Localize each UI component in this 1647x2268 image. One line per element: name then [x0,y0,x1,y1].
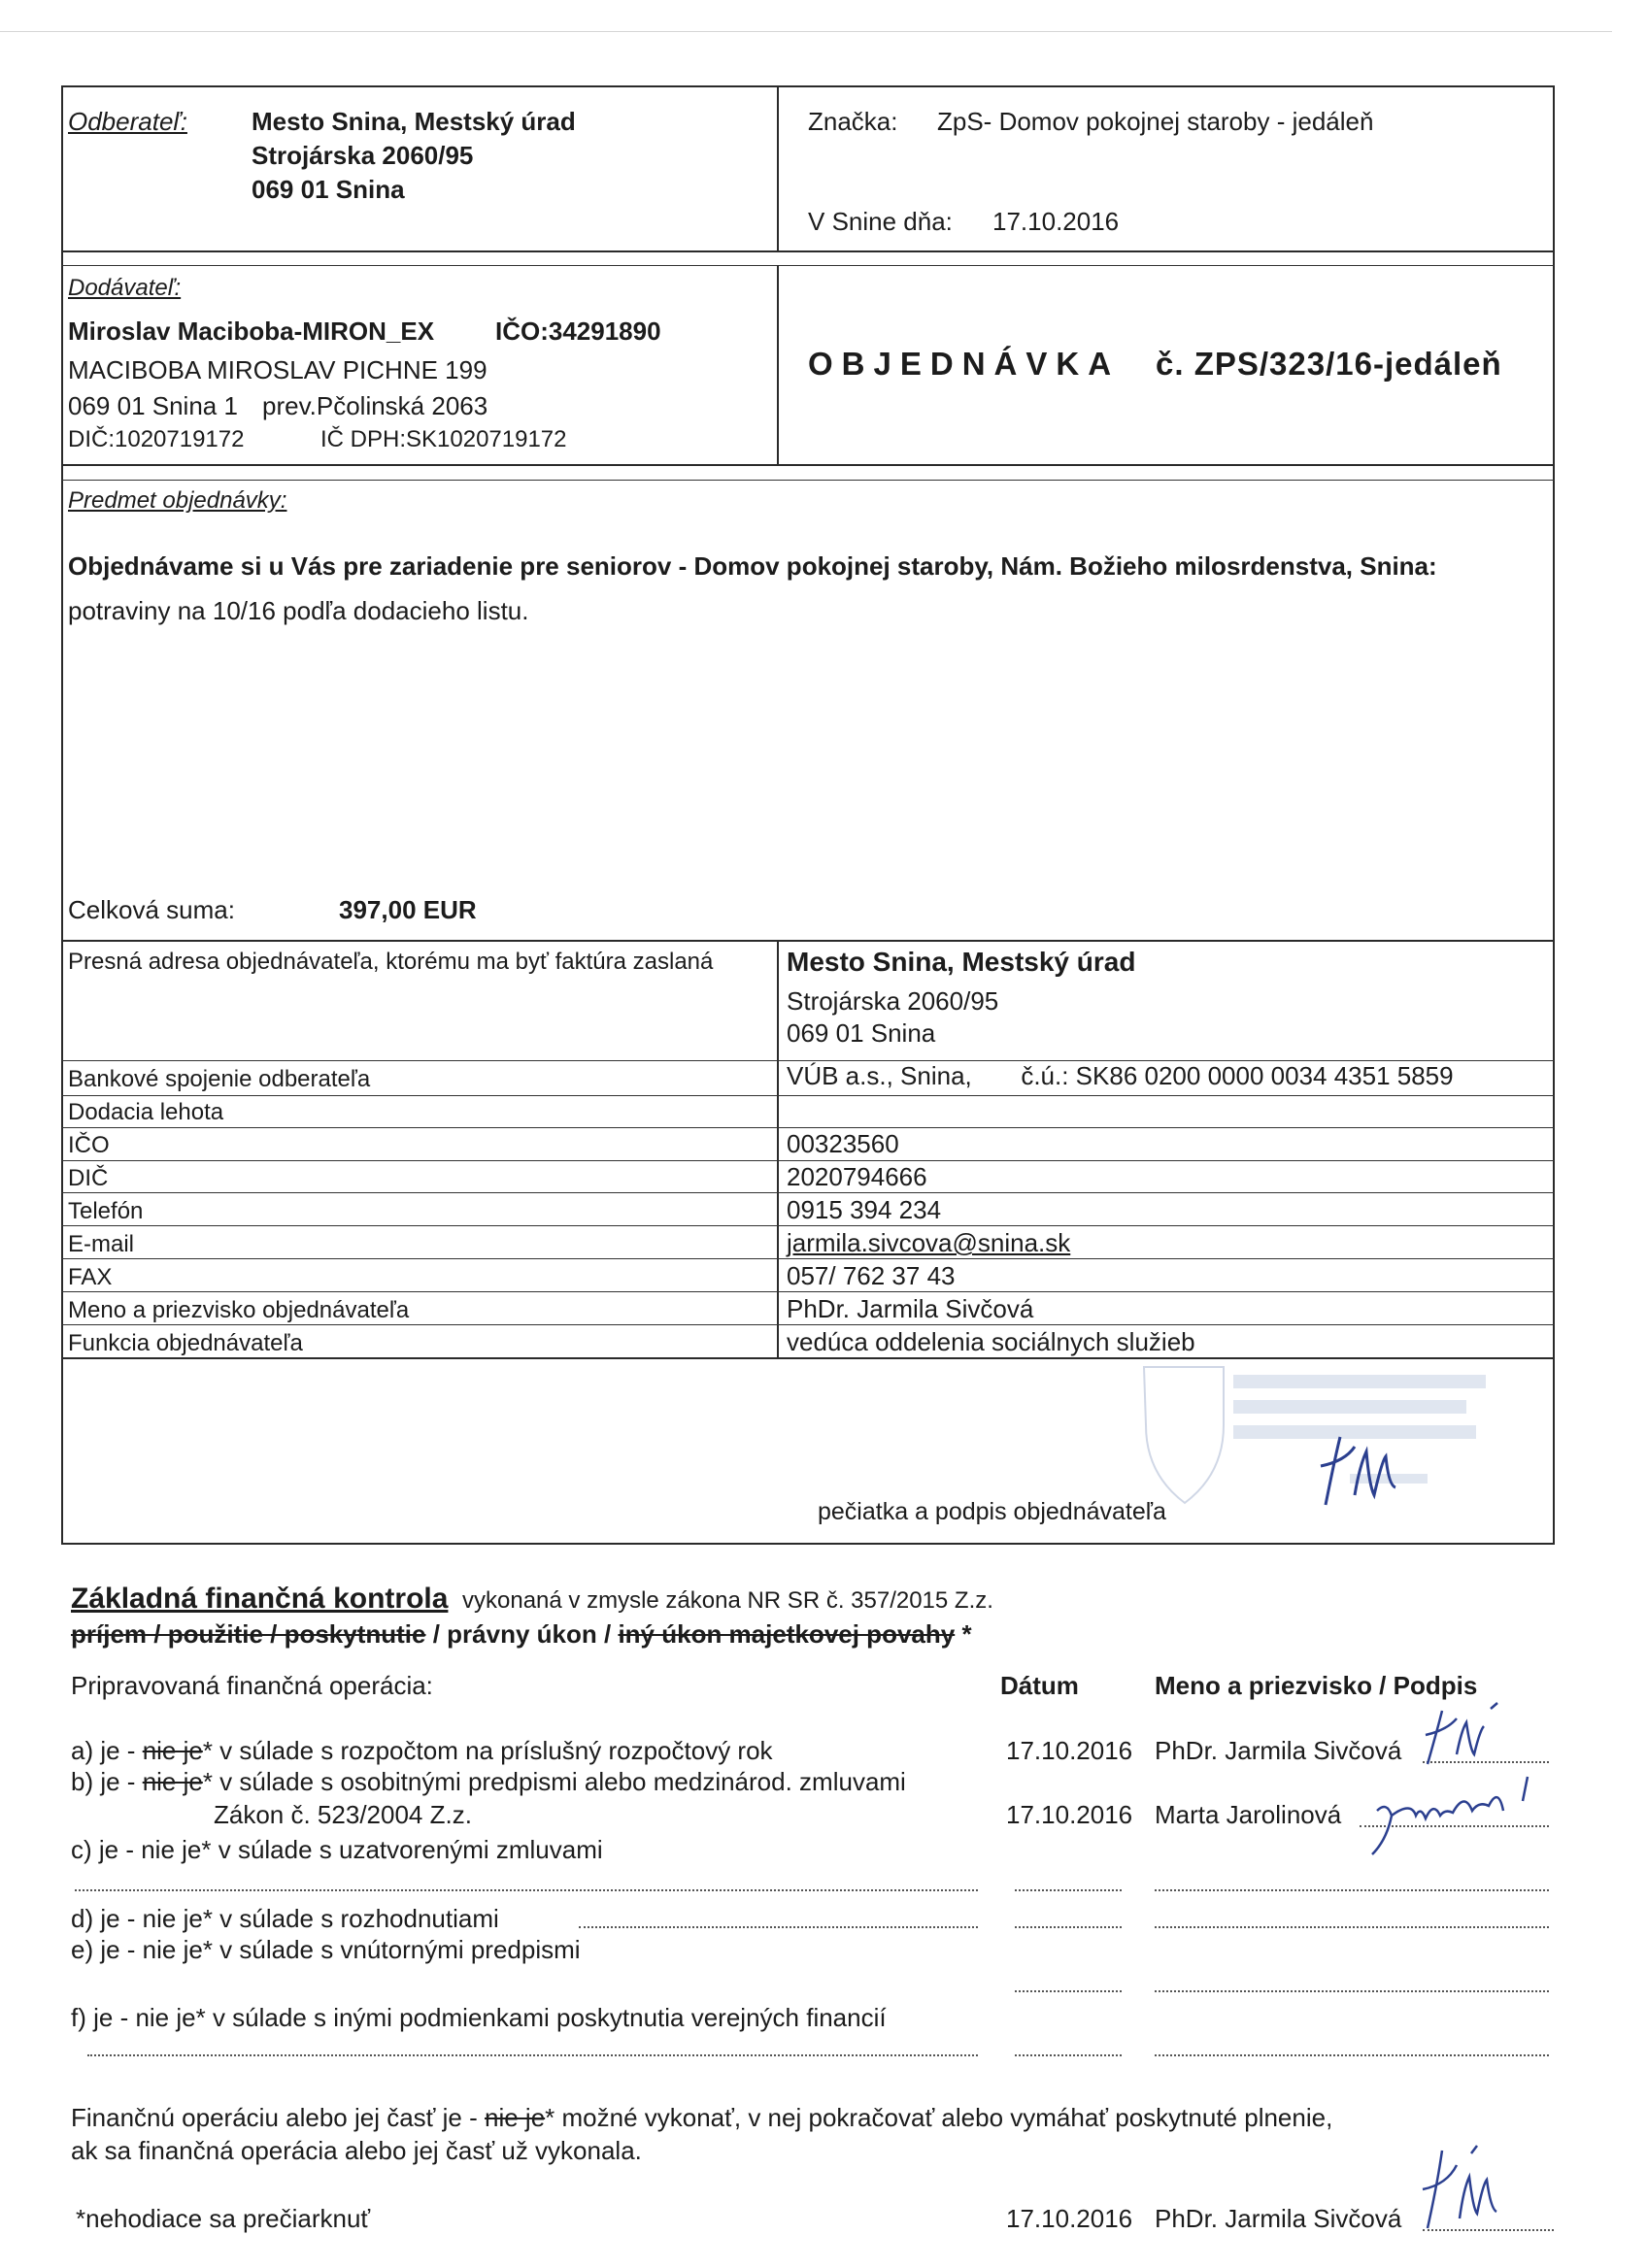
detail-label-name: Meno a priezvisko objednávateľa [68,1297,410,1323]
detail-value-email[interactable]: jarmila.sivcova@snina.sk [787,1228,1071,1257]
detail-value-ico: 00323560 [787,1129,899,1158]
supplier-icdph: IČ DPH:SK1020719172 [320,426,567,452]
row-line [61,1095,1555,1096]
struck-income-use: príjem / použitie / poskytnutie [71,1619,426,1649]
mark-value: ZpS- Domov pokojnej staroby - jedáleň [937,107,1374,136]
dotted-line [1155,1889,1549,1891]
control-title-rest: vykonaná v zmysle zákona NR SR č. 357/2015 Z.z. [462,1587,993,1614]
footnote: *nehodiace sa prečiarknuť [76,2204,371,2233]
divider-subject [61,940,1555,942]
control-line2 [71,1619,972,1649]
subject-line1: Objednávame si u Vás pre zariadenie pre seniorov - Domov pokojnej staroby, Nám. Božieho milosrdenstva, Snina: [68,551,1437,581]
check-a-date: 17.10.2016 [1006,1736,1133,1765]
dotted-line [1015,1889,1122,1891]
supplier-line2: MACIBOBA MIROSLAV PICHNE 199 [68,355,487,384]
check-a-name: PhDr. Jarmila Sivčová [1155,1736,1402,1765]
mark-label: Značka: [808,107,898,136]
check-b-pre: b) je - [71,1767,143,1796]
invoice-address-name: Mesto Snina, Mestský úrad [787,947,1136,977]
row-line [61,1225,1555,1226]
final-statement [71,2103,1332,2132]
row-line [61,1258,1555,1259]
dotted-line [87,2054,978,2056]
vdivider-header [777,85,779,250]
detail-value-dic: 2020794666 [787,1162,927,1191]
supplier-name: Miroslav Maciboba-MIRON_EX [68,317,435,346]
check-e: e) je - nie je* v súlade s vnútornými predpismi [71,1935,581,1964]
check-b-law: Zákon č. 523/2004 Z.z. [214,1800,472,1829]
customer-city: 069 01 Snina [252,175,405,204]
check-f: f) je - nie je* v súlade s inými podmienkami poskytnutia verejných financií [71,2003,887,2032]
detail-label-fax: FAX [68,1264,113,1290]
control-title: Základná finančná kontrola [71,1583,449,1615]
total-label: Celková suma: [68,895,235,924]
customer-label: Odberateľ: [68,107,187,136]
row-line [61,1160,1555,1161]
dotted-line [75,1889,978,1891]
supplier-ico: IČO:34291890 [495,317,661,346]
vdivider-details [777,940,779,1359]
divider-header [61,250,1555,252]
check-b [71,1767,906,1796]
order-number: č. ZPS/323/16-jedáleň [1156,346,1502,382]
signature-icon [1306,1418,1423,1515]
detail-label-phone: Telefón [68,1198,144,1224]
dotted-line [1155,1990,1549,1992]
subject-label: Predmet objednávky: [68,487,287,514]
check-d: d) je - nie je* v súlade s rozhodnutiami [71,1904,499,1933]
divider-supplier [61,464,1555,466]
signature-icon [1358,1772,1552,1859]
divider-supplier-2 [61,480,1555,481]
check-b-date: 17.10.2016 [1006,1800,1133,1829]
asterisk: * [955,1619,972,1649]
detail-value-bank: VÚB a.s., Snina, č.ú.: SK86 0200 0000 0034 4351 5859 [787,1061,1454,1090]
dotted-line [1155,1926,1549,1928]
final-statement-line2: ak sa finančná operácia alebo jej časť už vykonala. [71,2136,642,2165]
dotted-line [1015,2054,1122,2056]
check-a-pre: a) je - [71,1736,143,1765]
invoice-address-city: 069 01 Snina [787,1018,936,1048]
final-date: 17.10.2016 [1006,2204,1133,2233]
invoice-address-street: Strojárska 2060/95 [787,986,999,1016]
page-top-rule [0,31,1612,32]
dotted-line [579,1926,978,1928]
signature-icon [1418,1701,1505,1769]
check-b-text: * v súlade s osobitnými predpismi alebo medzinárod. zmluvami [202,1767,906,1796]
row-line [61,1192,1555,1193]
vdivider-supplier [777,265,779,464]
check-a-text: * v súlade s rozpočtom na príslušný rozpočtový rok [202,1736,773,1765]
supplier-dic: DIČ:1020719172 [68,426,245,452]
signature-icon [1413,2136,1520,2233]
detail-value-function: vedúca oddelenia sociálnych služieb [787,1327,1195,1356]
row-line [61,1127,1555,1128]
detail-label-function: Funkcia objednávateľa [68,1330,303,1356]
divider-header-2 [61,265,1555,266]
check-b-name: Marta Jarolinová [1155,1800,1342,1829]
date-value: 17.10.2016 [992,207,1120,236]
detail-label-email: E-mail [68,1231,135,1257]
invoice-address-label: Presná adresa objednávateľa, ktorému ma byť faktúra zaslaná [68,949,714,975]
row-line [61,1291,1555,1292]
detail-label-bank: Bankové spojenie odberateľa [68,1066,371,1092]
supplier-label: Dodávateľ: [68,275,182,301]
total-value: 397,00 EUR [339,895,477,924]
final-name: PhDr. Jarmila Sivčová [1155,2204,1402,2233]
prep-operation-label: Pripravovaná finančná operácia: [71,1671,433,1700]
detail-value-name: PhDr. Jarmila Sivčová [787,1294,1034,1323]
supplier-prev-address: prev.Pčolinská 2063 [262,391,488,420]
final-struck: nie je [485,2103,546,2132]
dotted-line [1155,2054,1549,2056]
column-date: Dátum [1000,1671,1079,1700]
struck-property-act: iný úkon majetkovej povahy [618,1619,956,1649]
detail-value-phone: 0915 394 234 [787,1195,942,1224]
order-form-frame [61,85,1555,1545]
final-text: * možné vykonať, v nej pokračovať alebo vymáhať poskytnuté plnenie, [545,2103,1333,2132]
supplier-city: 069 01 Snina 1 [68,391,238,420]
dotted-line [1015,1926,1122,1928]
check-a-struck: nie je [142,1736,203,1765]
order-title: OBJEDNÁVKA [808,346,1121,382]
final-pre: Finančnú operáciu alebo jej časť je - [71,2103,485,2132]
subject-line2: potraviny na 10/16 podľa dodacieho listu. [68,596,529,625]
column-name-signature: Meno a priezvisko / Podpis [1155,1671,1478,1700]
detail-value-fax: 057/ 762 37 43 [787,1261,956,1290]
detail-label-dic: DIČ [68,1165,109,1191]
dotted-line [1015,1990,1122,1992]
check-c: c) je - nie je* v súlade s uzatvorenými zmluvami [71,1835,603,1864]
customer-name: Mesto Snina, Mestský úrad [252,107,576,136]
check-b-struck: nie je [142,1767,203,1796]
detail-label-delivery: Dodacia lehota [68,1099,224,1125]
date-label: V Snine dňa: [808,207,953,236]
stamp-signature-label: pečiatka a podpis objednávateľa [818,1498,1166,1525]
legal-act: / právny úkon / [425,1619,619,1649]
customer-street: Strojárska 2060/95 [252,141,474,170]
check-a [71,1736,773,1765]
detail-label-ico: IČO [68,1132,110,1158]
